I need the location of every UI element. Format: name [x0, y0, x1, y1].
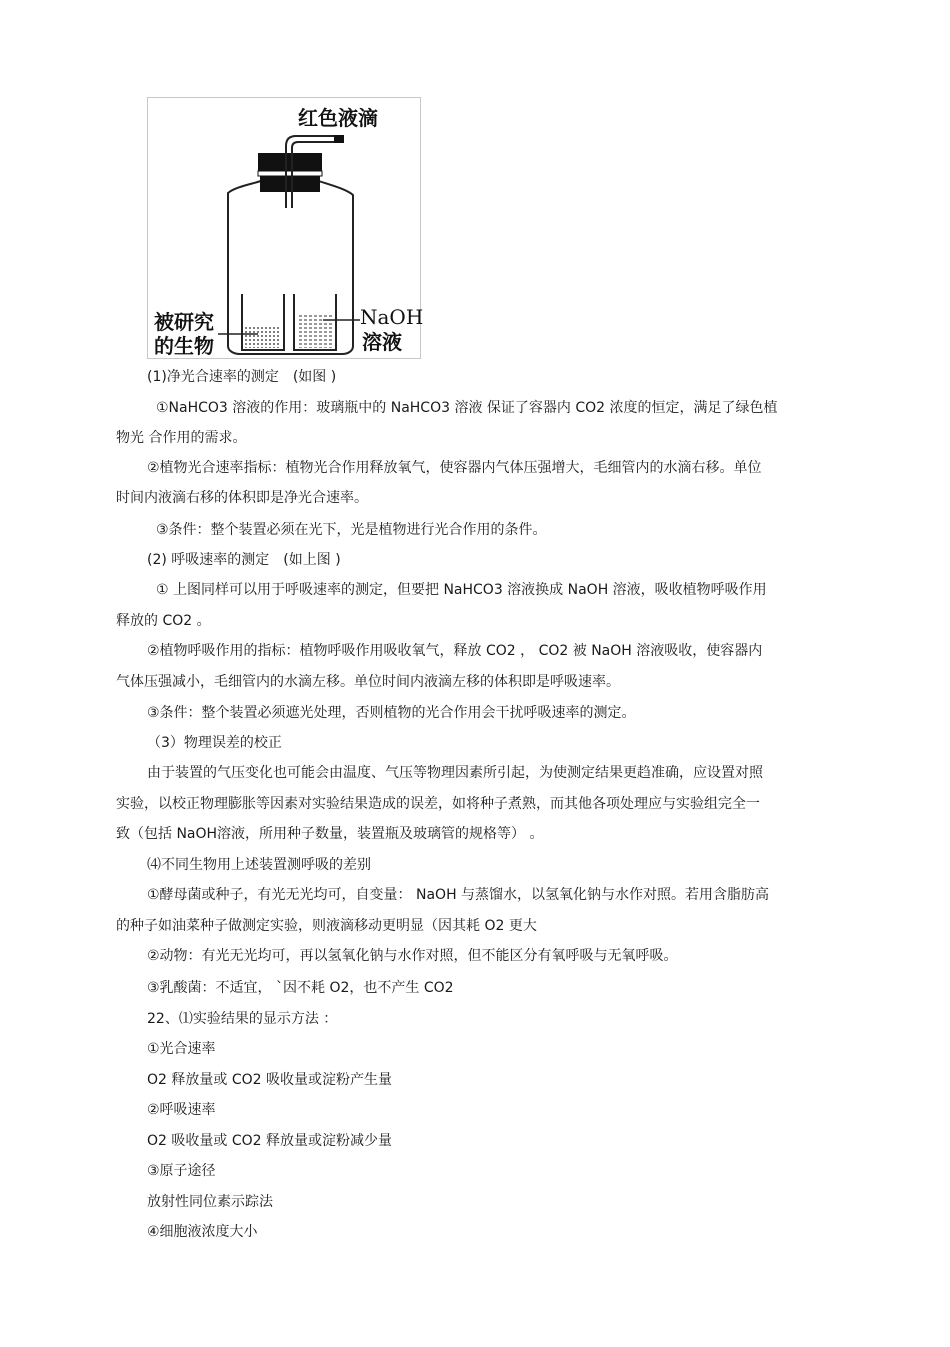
left-beaker-contents — [245, 326, 281, 348]
text-line: 致（包括 NaOH溶液，所用种子数量，装置瓶及玻璃管的规格等） 。 — [116, 826, 544, 842]
text-line: ③条件：整个装置必须在光下，光是植物进行光合作用的条件。 — [156, 522, 547, 538]
text-line: 放射性同位素示踪法 — [147, 1194, 273, 1210]
heading-organism-differences: ⑷不同生物用上述装置测呼吸的差别 — [147, 857, 371, 873]
label-red-droplet: 红色液滴 — [298, 106, 378, 130]
text-line: 的种子如油菜种子做测定实验，则液滴移动更明显（因其耗 O2 更大 — [116, 918, 537, 934]
text-line: 时间内液滴右移的体积即是净光合速率。 — [116, 490, 368, 506]
text-line: 物光 合作用的需求。 — [116, 430, 247, 446]
text-line: 气体压强减小，毛细管内的水滴左移。单位时间内液滴左移的体积即是呼吸速率。 — [116, 674, 620, 690]
stopper-bottom — [260, 176, 320, 192]
label-organism-1: 被研究 — [154, 310, 214, 334]
apparatus-figure — [147, 97, 424, 359]
text-line: ①NaHCO3 溶液的作用：玻璃瓶中的 NaHCO3 溶液 保证了容器内 CO2 浓度的恒定，满足了绿色植 — [156, 400, 778, 416]
text-line: ③原子途径 — [147, 1163, 216, 1179]
text-line: 实验，以校正物理膨胀等因素对实验结果造成的误差，如将种子煮熟，而其他各项处理应与实验组完全一 — [116, 796, 760, 812]
text-line: ①酵母菌或种子，有光无光均可，自变量： NaOH 与蒸馏水，以氢氧化钠与水作对照。若用含脂肪高 — [147, 887, 770, 903]
heading-error-correction: （3）物理误差的校正 — [147, 735, 282, 751]
stopper-top — [258, 153, 322, 171]
text-line: ②呼吸速率 — [147, 1102, 216, 1118]
text-line: ① 上图同样可以用于呼吸速率的测定，但要把 NaHCO3 溶液换成 NaOH 溶液，吸收植物呼吸作用 — [156, 582, 767, 598]
label-naoh: NaOH — [360, 305, 424, 329]
heading-result-display: 22、⑴实验结果的显示方法 ： — [147, 1011, 338, 1027]
heading-respiration: (2) 呼吸速率的测定 (如上图 ) — [147, 552, 341, 568]
text-line: ①光合速率 — [147, 1041, 216, 1057]
text-line: ②植物光合速率指标：植物光合作用释放氧气，使容器内气体压强增大，毛细管内的水滴右移。单位 — [147, 460, 762, 476]
text-line: ④细胞液浓度大小 — [147, 1224, 258, 1240]
text-line: ②动物：有光无光均可，再以氢氧化钠与水作对照，但不能区分有氧呼吸与无氧呼吸。 — [147, 948, 678, 964]
text-line: O2 吸收量或 CO2 释放量或淀粉减少量 — [147, 1133, 392, 1149]
heading-net-photosynthesis: (1)净光合速率的测定 (如图 ) — [147, 369, 337, 385]
text-line: 释放的 CO2 。 — [116, 613, 211, 629]
label-organism-2: 的生物 — [154, 334, 214, 358]
label-solution: 溶液 — [362, 330, 402, 354]
red-droplet — [334, 135, 344, 143]
right-beaker-contents — [297, 314, 333, 348]
text-line: O2 释放量或 CO2 吸收量或淀粉产生量 — [147, 1072, 392, 1088]
text-line: ③乳酸菌：不适宜， `因不耗 O2，也不产生 CO2 — [147, 980, 454, 996]
text-line: 由于装置的气压变化也可能会由温度、气压等物理因素所引起，为使测定结果更趋准确，应设置对照 — [147, 765, 763, 781]
text-line: ③条件：整个装置必须遮光处理，否则植物的光合作用会干扰呼吸速率的测定。 — [147, 705, 636, 721]
text-line: ②植物呼吸作用的指标：植物呼吸作用吸收氧气，释放 CO2 ， CO2 被 NaOH 溶液吸收，使容器内 — [147, 643, 763, 659]
